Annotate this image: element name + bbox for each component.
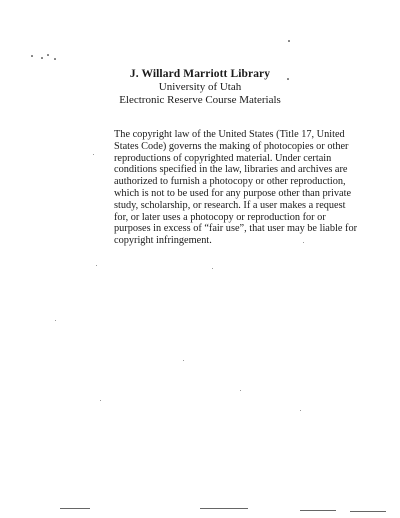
notice-line: The copyright law of the United States (Title 17, United — [114, 129, 345, 140]
notice-line: reproductions of copyrighted material. Under certain — [114, 152, 332, 164]
scan-edge-line — [200, 508, 248, 509]
library-header — [0, 68, 400, 107]
scan-speck — [96, 265, 97, 266]
scan-speck — [287, 78, 289, 80]
notice-line: for, or later uses a photocopy or reproduction for or — [114, 211, 326, 223]
scan-speck — [41, 57, 43, 59]
notice-line: study, scholarship, or research. If a user makes a request — [114, 199, 346, 211]
notice-line: copyright infringement. — [114, 235, 212, 247]
scan-speck — [288, 40, 290, 42]
notice-line: conditions specified in the law, libraries and archives are — [114, 164, 348, 176]
university-name: University of Utah — [158, 81, 242, 93]
notice-line: purposes in excess of “fair use”, that user may be liable for — [114, 223, 358, 235]
scan-speck — [240, 390, 241, 391]
scan-speck — [100, 400, 101, 401]
scan-speck — [183, 360, 184, 361]
library-name: J. Willard Marriott Library — [129, 68, 271, 80]
notice-line: authorized to furnish a photocopy or other reproduction, — [114, 176, 346, 188]
scan-speck — [54, 58, 56, 60]
scan-speck — [93, 154, 94, 155]
reserve-subtitle: Electronic Reserve Course Materials — [119, 94, 281, 106]
scan-speck — [55, 320, 56, 321]
copyright-notice — [114, 129, 384, 247]
scan-speck — [212, 268, 213, 269]
notice-line: which is not to be used for any purpose other than private — [114, 187, 352, 199]
scan-speck — [300, 410, 301, 411]
scan-speck — [31, 55, 33, 57]
scan-edge-line — [350, 511, 386, 512]
scan-edge-line — [60, 508, 90, 509]
scan-speck — [47, 54, 49, 56]
notice-line: States Code) governs the making of photocopies or other — [114, 140, 349, 152]
scan-edge-line — [300, 510, 336, 511]
